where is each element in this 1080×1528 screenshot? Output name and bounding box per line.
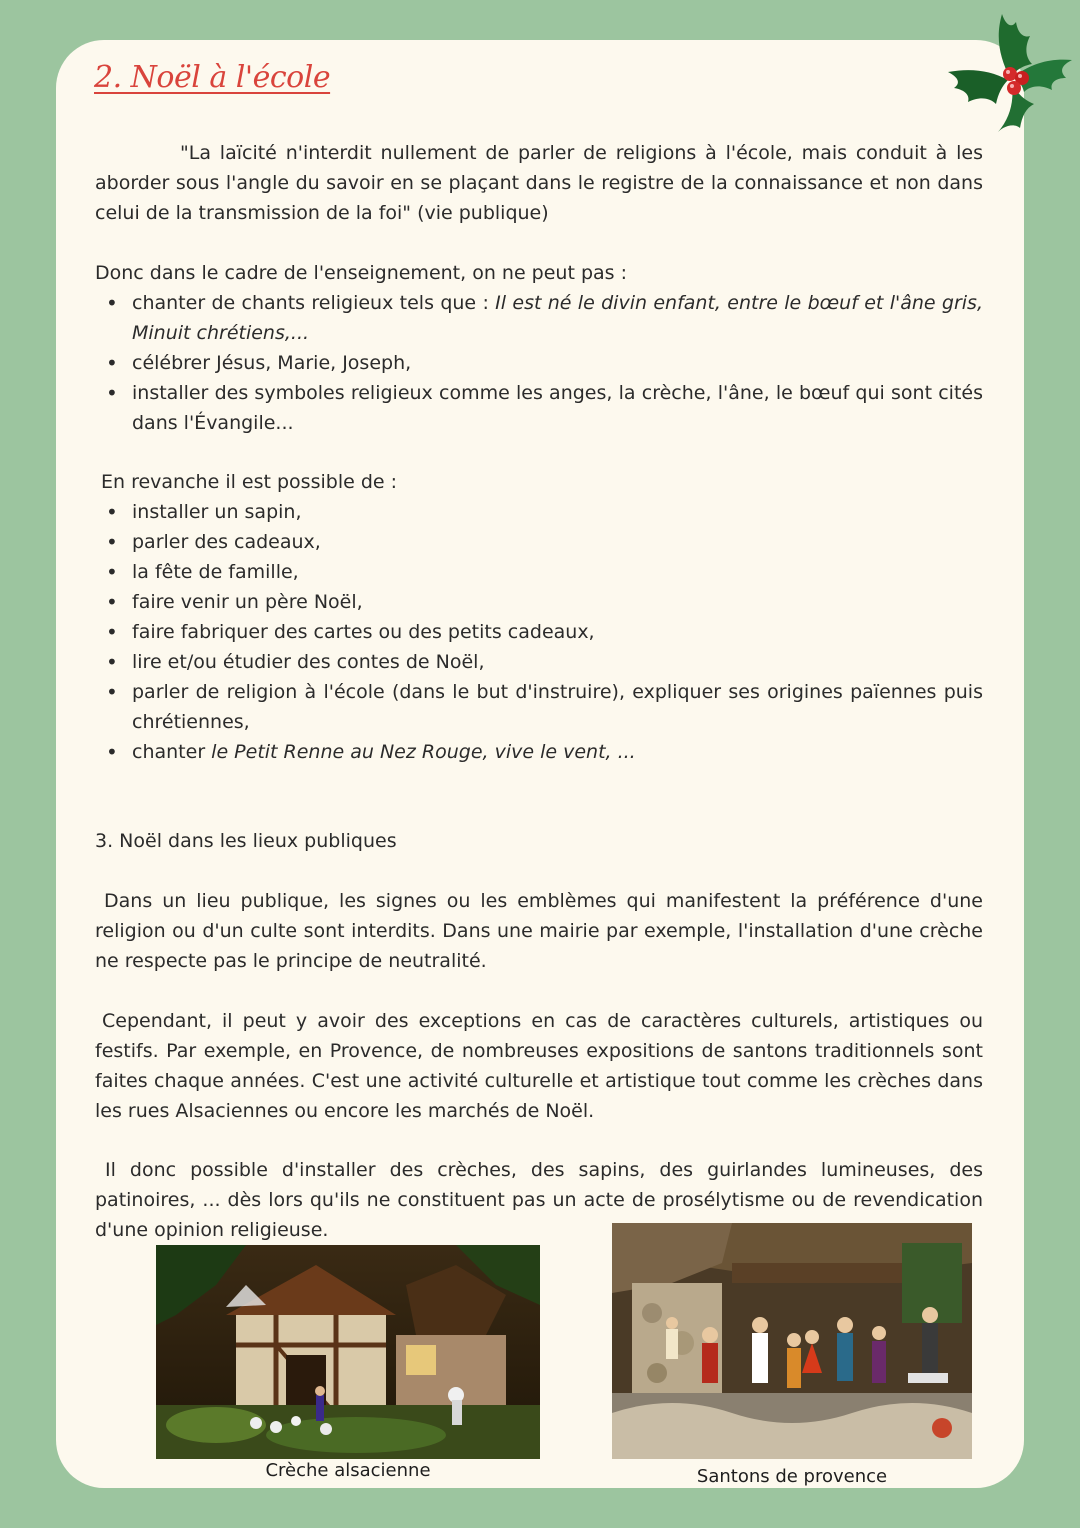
list-item: • parler de religion à l'école (dans le but d'instruire), expliquer ses origines païennes puis chrétiennes, [95, 677, 983, 737]
section3-title: 3. Noël dans les lieux publiques [95, 830, 397, 852]
paragraph-neutrality: Dans un lieu publique, les signes ou les emblèmes qui manifestent la préférence d'une religion ou d'un culte sont interdits. Dans une mairie par exemple, l'installation d'une crèche ne respecte pas le principe de neutralité. [95, 890, 983, 972]
list-item: • installer des symboles religieux comme les anges, la crèche, l'âne, le bœuf qui sont cités dans l'Évangile... [95, 378, 983, 438]
creche-alsacienne-photo [156, 1245, 540, 1459]
list-item: • chanter le Petit Renne au Nez Rouge, vive le vent, ... [95, 737, 983, 767]
list-item: • parler des cadeaux, [95, 527, 983, 557]
list-item: • faire venir un père Noël, [95, 587, 983, 617]
section-title: 2. Noël à l'école [94, 60, 331, 95]
list-item: • la fête de famille, [95, 557, 983, 587]
caption-creche: Crèche alsacienne [265, 1460, 431, 1481]
paragraph-exceptions: Cependant, il peut y avoir des exceptions en cas de caractères culturels, artistiques ou festifs. Par exemple, en Provence, de nombreuses expositions de santons traditionnels sont faites chaque années. C'est une activité culturelle et artistique tout comme les crèches dans les rues Alsaciennes ou encore les marchés de Noël. [95, 1010, 983, 1122]
santons-provence-photo [612, 1223, 972, 1459]
paragraph-possible: Il donc possible d'installer des crèches, des sapins, des guirlandes lumineuses, des patinoires, ... dès lors qu'ils ne constituent pas un acte de prosélytisme ou de revendication d'une opinion religieuse. [95, 1159, 983, 1241]
list-item: • faire fabriquer des cartes ou des petits cadeaux, [95, 617, 983, 647]
quote-paragraph: "La laïcité n'interdit nullement de parler de religions à l'école, mais conduit à les aborder sous l'angle du savoir en se plaçant dans le registre de la connaissance et non dans celui de la transmission de la foi" (vie publique) [95, 142, 983, 224]
list-item: • chanter de chants religieux tels que : Il est né le divin enfant, entre le bœuf et l'âne gris, Minuit chrétiens,... [95, 288, 983, 348]
forbidden-intro: Donc dans le cadre de l'enseignement, on ne peut pas : [95, 262, 627, 284]
list-item: • installer un sapin, [95, 497, 983, 527]
caption-santons: Santons de provence [696, 1466, 888, 1487]
holly-icon [940, 8, 1076, 136]
list-item: • célébrer Jésus, Marie, Joseph, [95, 348, 983, 378]
list-item: • lire et/ou étudier des contes de Noël, [95, 647, 983, 677]
allowed-list [95, 497, 983, 767]
allowed-intro: En revanche il est possible de : [101, 471, 398, 493]
forbidden-list [95, 288, 983, 438]
